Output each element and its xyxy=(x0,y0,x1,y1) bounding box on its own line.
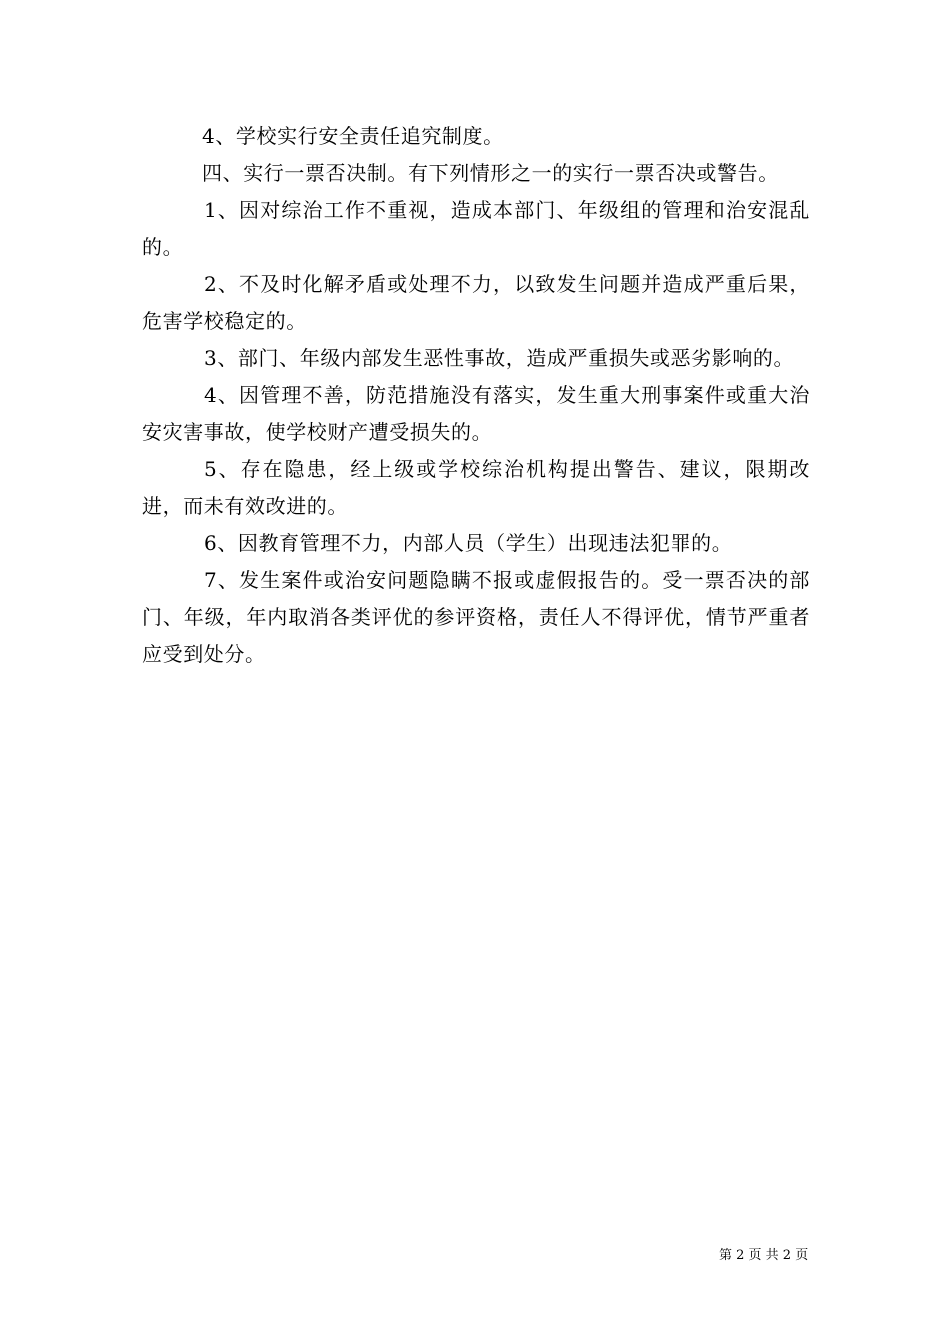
paragraph-item-5: 5、存在隐患，经上级或学校综治机构提出警告、建议，限期改进，而未有效改进的。 xyxy=(142,457,810,518)
document-body xyxy=(142,118,810,673)
paragraph-item-3: 3、部门、年级内部发生恶性事故，造成严重损失或恶劣影响的。 xyxy=(204,346,795,370)
paragraph-item-7: 7、发生案件或治安问题隐瞒不报或虚假报告的。受一票否决的部门、年级，年内取消各类评优的参评资格，责任人不得评优，情节严重者应受到处分。 xyxy=(142,568,810,666)
paragraph-item-2: 2、不及时化解矛盾或处理不力，以致发生问题并造成严重后果，危害学校稳定的。 xyxy=(142,272,810,333)
paragraph-item-6: 6、因教育管理不力，内部人员（学生）出现违法犯罪的。 xyxy=(204,531,733,555)
page-number-footer: 第 2 页 共 2 页 xyxy=(719,1248,809,1263)
paragraph-accountability: 4、学校实行安全责任追究制度。 xyxy=(202,124,504,148)
paragraph-item-4: 4、因管理不善，防范措施没有落实，发生重大刑事案件或重大治安灾害事故，使学校财产遭受损失的。 xyxy=(142,383,810,444)
paragraph-item-1: 1、因对综治工作不重视，造成本部门、年级组的管理和治安混乱的。 xyxy=(142,198,810,259)
paragraph-veto-heading: 四、实行一票否决制。有下列情形之一的实行一票否决或警告。 xyxy=(202,161,779,185)
